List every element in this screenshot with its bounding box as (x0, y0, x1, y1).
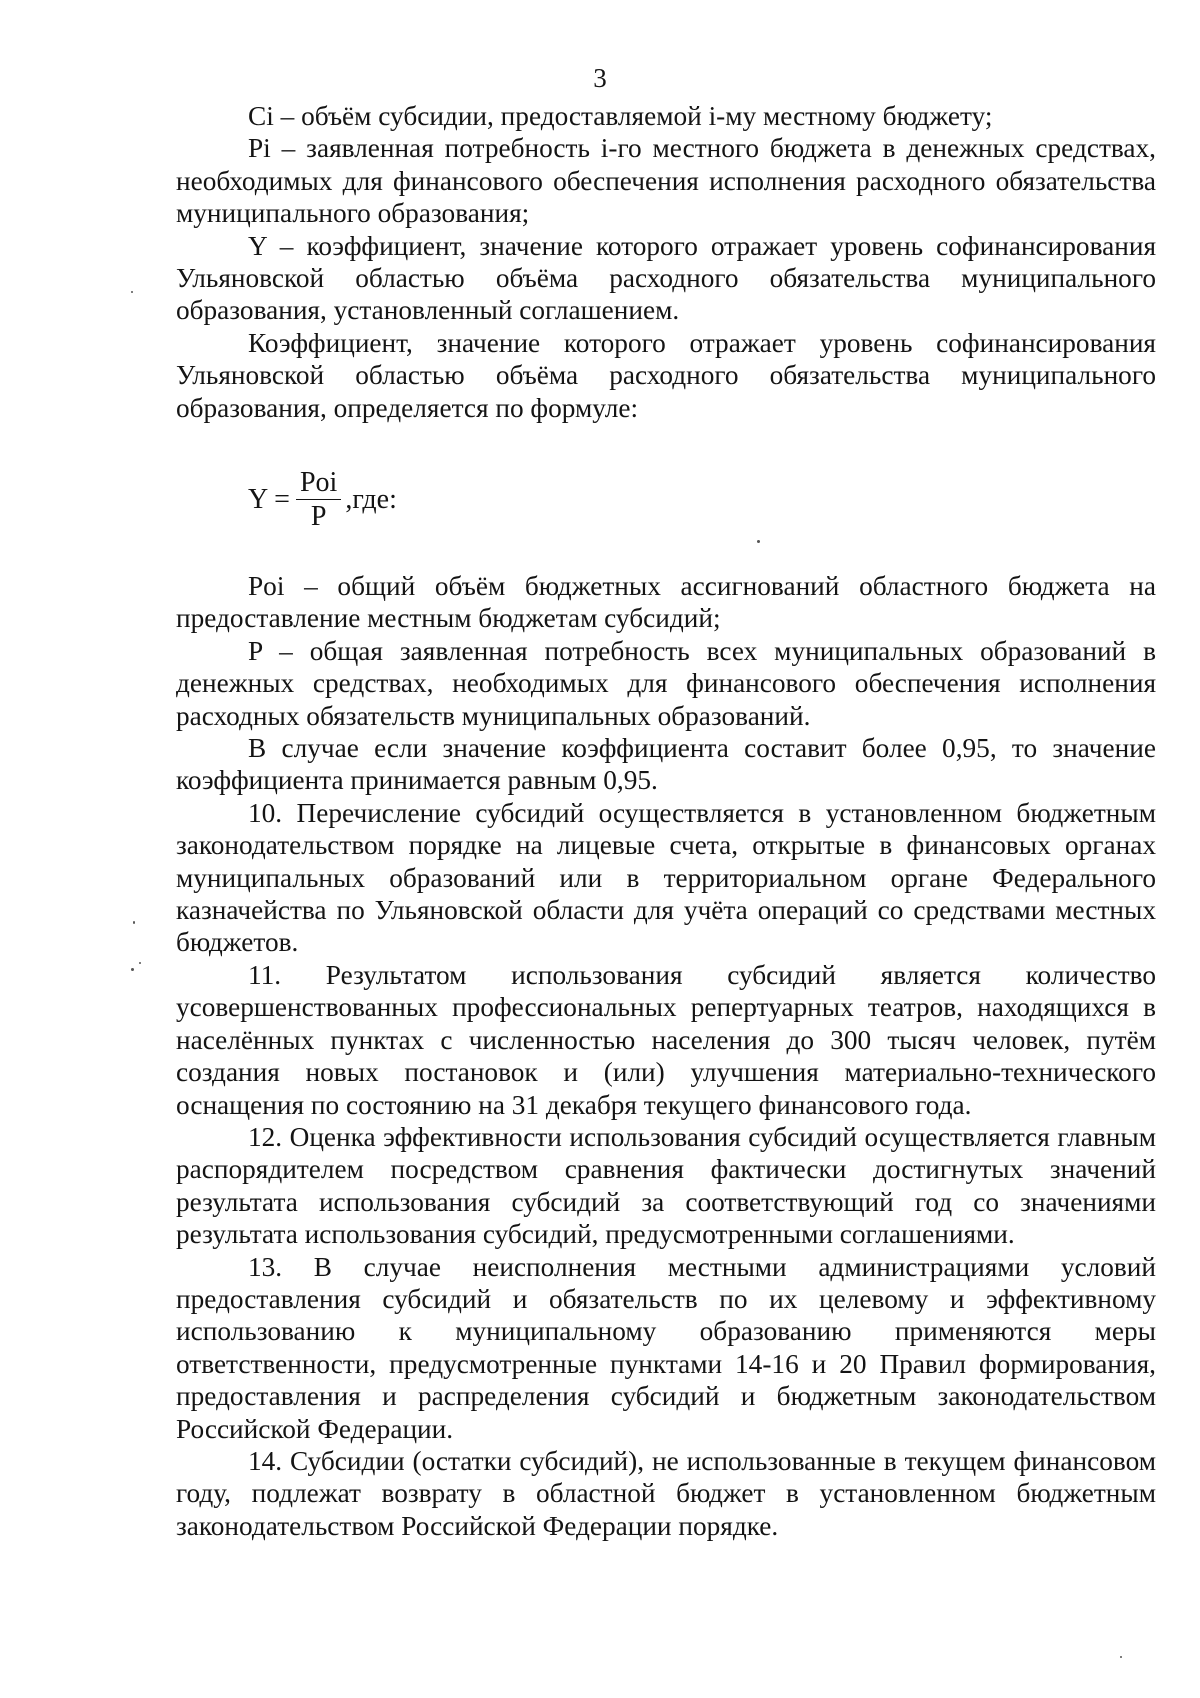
scan-speck (133, 921, 135, 924)
scan-speck (131, 291, 133, 293)
page-number: 3 (593, 63, 607, 93)
rules-block (176, 570, 1156, 1542)
formula-denominator: P (310, 500, 327, 532)
formula-fraction (296, 467, 341, 534)
paragraph-item-11: 11. Результатом использования субсидий является количество усовершенствованных профессиональных репертуарных театров, находящихся в населённых пунктах с численностью населения до 300 тысяч человек, путём создания новых постановок и (или) улучшения материально-технического оснащения по состоянию на 31 декабря текущего финансового года. (176, 959, 1156, 1120)
coefficient-formula (248, 462, 397, 538)
paragraph-item-14: 14. Субсидии (остатки субсидий), не использованные в текущем финансовом году, подлежат возврату в областной бюджет в установленном бюджетным законодательством Российской Федерации порядке. (176, 1445, 1156, 1541)
paragraph-y-definition: Y – коэффициент, значение которого отражает уровень софинансирования Ульяновской областью объёма расходного обязательства муниципального образования, установленный соглашением. (176, 230, 1156, 326)
paragraph-ci-definition: Ci – объём субсидии, предоставляемой i-му местному бюджету; (248, 101, 993, 131)
formula-suffix: ,где: (345, 484, 397, 515)
definitions-block (176, 100, 1156, 424)
paragraph-coefficient-cap: В случае если значение коэффициента составит более 0,95, то значение коэффициента принимается равным 0,95. (176, 733, 1156, 796)
paragraph-coefficient-intro: Коэффициент, значение которого отражает уровень софинансирования Ульяновской областью объёма расходного обязательства муниципального образования, определяется по формуле: (176, 327, 1156, 423)
scan-speck (1120, 1656, 1122, 1658)
paragraph-poi-definition: Poi – общий объём бюджетных ассигнований областного бюджета на предоставление местным бюджетам субсидий; (176, 571, 1156, 634)
paragraph-item-10: 10. Перечисление субсидий осуществляется в установленном бюджетным законодательством порядке на лицевые счета, открытые в финансовых органах муниципальных образований или в территориальном органе Федерального казначейства по Ульяновской области для учёта операций со средствами местных бюджетов. (176, 797, 1156, 958)
formula-lhs: Y = (248, 484, 290, 515)
paragraph-p-definition: P – общая заявленная потребность всех муниципальных образований в денежных средствах, необходимых для финансового обеспечения исполнения расходных обязательств муниципальных образований. (176, 635, 1156, 731)
paragraph-item-12: 12. Оценка эффективности использования субсидий осуществляется главным распорядителем посредством сравнения фактически достигнутых значений результата использования субсидий за соответствующий год со значениями результата использования субсидий, предусмотренными соглашениями. (176, 1121, 1156, 1250)
scan-speck (131, 968, 134, 971)
scan-speck (757, 540, 760, 543)
paragraph-pi-definition: Pi – заявленная потребность i-го местного бюджета в денежных средствах, необходимых для финансового обеспечения исполнения расходного обязательства муниципального образования; (176, 133, 1156, 229)
paragraph-item-13: 13. В случае неисполнения местными администрациями условий предоставления субсидий и обязательств по их целевому и эффективному использованию к муниципальному образованию применяются меры ответственности, предусмотренные пунктами 14-16 и 20 Правил формирования, предоставления и распределения субсидий и бюджетным законодательством Российской Федерации. (176, 1251, 1156, 1444)
formula-numerator: Poi (296, 467, 341, 500)
scan-speck (139, 962, 141, 964)
